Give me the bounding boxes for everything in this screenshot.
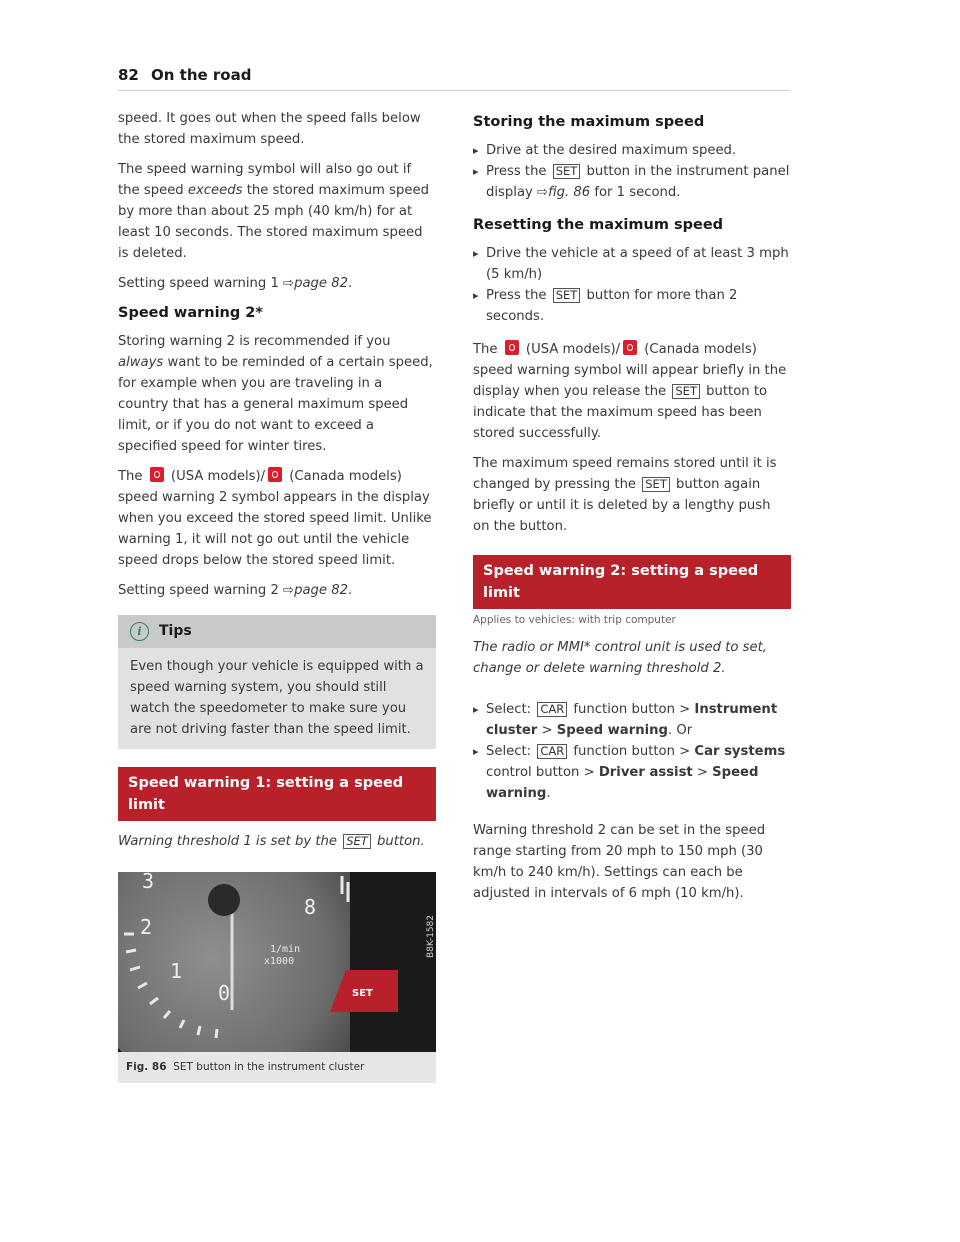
speed-warning-usa-icon: [150, 467, 164, 482]
gauge-number-2: 2: [140, 915, 153, 939]
needle-hub: [208, 884, 240, 916]
applies-to-note: Applies to vehicles: with trip computer: [473, 614, 676, 626]
set-key: SET: [553, 164, 581, 179]
figure-id-text: B8K-1582: [426, 914, 435, 958]
paragraph: Setting speed warning 1 ⇨page 82.: [118, 276, 353, 291]
list-item: ▸ Select: CAR function button > Instrument cluster > Speed warning. Or: [473, 699, 791, 741]
car-key: CAR: [537, 744, 567, 759]
section-banner-speed-warning-2: Speed warning 2: setting a speed limit: [473, 555, 791, 609]
list-item: ▸ Press the SET button for more than 2 seconds.: [473, 285, 791, 327]
gauge-unit-multiplier: x1000: [264, 956, 295, 967]
paragraph: Setting speed warning 2 ⇨page 82.: [118, 583, 353, 598]
paragraph: speed. It goes out when the speed falls below the stored maximum speed.: [118, 111, 421, 147]
intro-text: The radio or MMI* control unit is used to set, change or delete warning threshold 2.: [473, 640, 767, 676]
heading-storing-max-speed: Storing the maximum speed: [473, 114, 705, 130]
set-key: SET: [672, 384, 700, 399]
gauge-number-8: 8: [304, 895, 317, 919]
figure-caption: Fig. 86 SET button in the instrument cluster: [126, 1061, 365, 1073]
arrow-ref-icon: ⇨: [537, 185, 549, 200]
gauge-drawing: [118, 872, 436, 1052]
gauge-unit-label: 1/min: [270, 944, 301, 955]
list-item: ▸ Drive the vehicle at a speed of at least 3 mph (5 km/h): [473, 243, 791, 285]
figure-86: [118, 872, 436, 1083]
intro-text: Warning threshold 1 is set by the SET button.: [118, 834, 425, 849]
tips-body: Even though your vehicle is equipped with a speed warning system, you should still watch the speedometer to make sure you are not driving faster than the speed limit.: [130, 659, 424, 737]
figure-id-label: [423, 880, 435, 960]
paragraph: Warning threshold 2 can be set in the speed range starting from 20 mph to 150 mph (30 km/h to 240 km/h). Settings can each be adjusted in intervals of 6 mph (10 km/h).: [473, 823, 766, 901]
gauge-number-3: 3: [142, 872, 155, 893]
left-column: [118, 108, 436, 1083]
heading-resetting-max-speed: Resetting the maximum speed: [473, 217, 724, 233]
tips-header: [118, 615, 436, 648]
list-item: ▸ Press the SET button in the instrument panel display ⇨fig. 86 for 1 second.: [473, 161, 791, 203]
speed-warning-canada-icon: [623, 340, 637, 355]
list-item: ▸ Select: CAR function button > Car systems control button > Driver assist > Speed warning.: [473, 741, 791, 804]
speed-warning-usa-icon: [505, 340, 519, 355]
gauge-number-0: 0: [218, 981, 231, 1005]
section-banner-speed-warning-1: Speed warning 1: setting a speed limit: [118, 767, 436, 821]
list-item: ▸ Drive at the desired maximum speed.: [473, 140, 791, 161]
paragraph: The maximum speed remains stored until it is changed by pressing the SET button again briefly or until it is deleted by a lengthy push on the button.: [473, 456, 777, 534]
paragraph: Storing warning 2 is recommended if you always want to be reminded of a certain speed, for example when you are traveling in a country that has a general maximum speed limit, or if you do not want to exceed a specified speed for winter tires.: [118, 334, 433, 454]
tips-title: Tips: [159, 623, 192, 639]
heading-speed-warning-2: Speed warning 2*: [118, 305, 263, 321]
paragraph: The speed warning symbol will also go out if the speed exceeds the stored maximum speed by more than about 25 mph (40 km/h) for at least 10 seconds. The stored maximum speed is deleted.: [118, 162, 429, 261]
paragraph: The (USA models)/ (Canada models) speed warning symbol will appear briefly in the display when you release the SET button to indicate that the maximum speed has been stored successfully.: [473, 342, 787, 441]
set-button-label: SET: [352, 988, 373, 999]
page-header: [118, 66, 790, 91]
page-link[interactable]: page 82: [294, 583, 349, 598]
page-link[interactable]: page 82: [294, 276, 349, 291]
instrument-cluster-image: [118, 872, 436, 1052]
arrow-ref-icon: ⇨: [283, 276, 295, 291]
paragraph: The (USA models)/ (Canada models) speed warning 2 symbol appears in the display when you exceed the stored speed limit. Unlike warning 1, it will not go out until the vehicle speed drops below the stored speed limit.: [118, 469, 432, 568]
gauge-number-1: 1: [170, 959, 183, 983]
section-title: On the road: [151, 66, 252, 84]
tips-box: [118, 615, 436, 749]
page-number: 82: [118, 66, 139, 84]
arrow-ref-icon: ⇨: [283, 583, 295, 598]
set-key: SET: [553, 288, 581, 303]
figure-link[interactable]: fig. 86: [548, 185, 591, 200]
set-key: SET: [642, 477, 670, 492]
right-column: [473, 108, 791, 913]
set-key: SET: [343, 834, 371, 849]
info-icon: i: [130, 622, 149, 641]
speed-warning-canada-icon: [268, 467, 282, 482]
car-key: CAR: [537, 702, 567, 717]
